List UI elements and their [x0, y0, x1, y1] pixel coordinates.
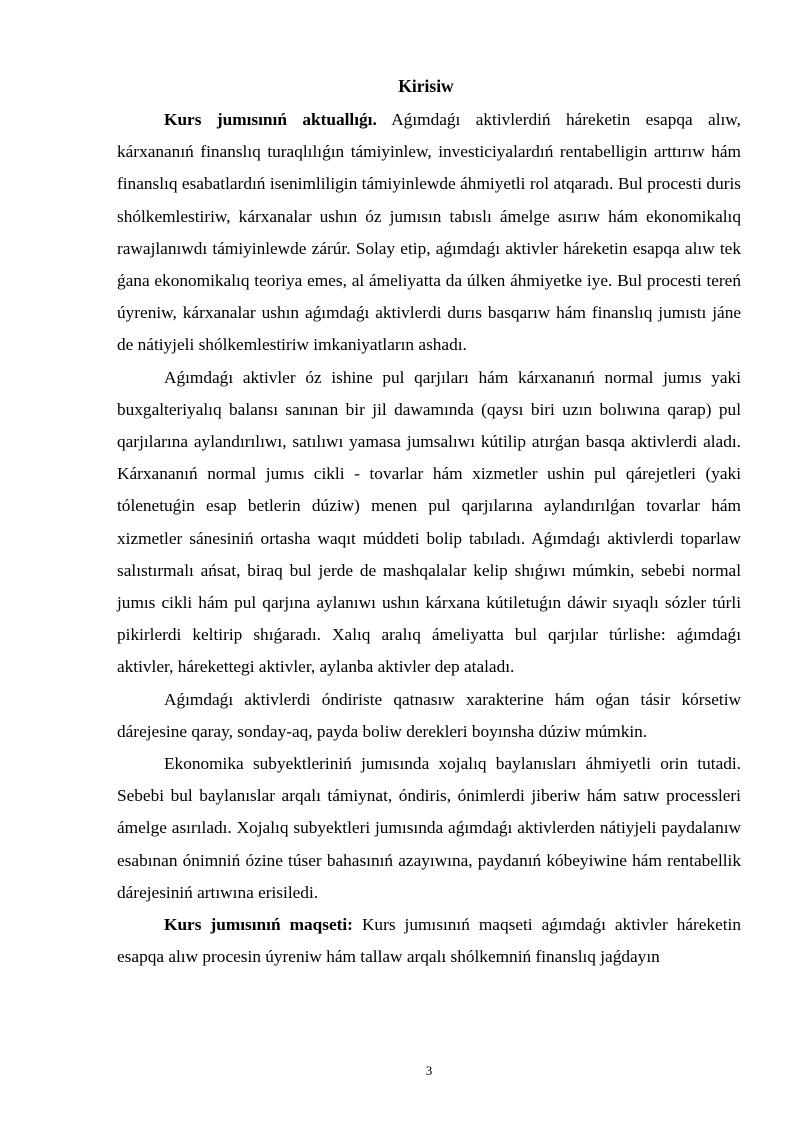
paragraph-lead: Kurs jumısınıń aktuallıǵı.: [164, 110, 377, 129]
paragraph-relevance: [117, 104, 741, 362]
section-heading: Kirisiw: [398, 76, 454, 96]
paragraph-text: Aǵımdaǵı aktivlerdi óndiriste qatnasıw xarakterine hám oǵan tásir kórsetiw dárejesine qaray, sonday-aq, payda boliw derekleri boyınsha dúziw múmkin.: [117, 689, 741, 741]
paragraph-lead: Kurs jumısınıń maqseti:: [164, 915, 353, 935]
paragraph-text: Aǵımdaǵı aktivler óz ishine pul qarjıları hám kárxananıń normal jumıs yaki buxgalteriyalıq balansı sanınan bir jil dawamında (qaysı biri uzın bolıwına qarap) pul qarjılarına aylandırılıwı, satılıwı yamasa jumsalıwı kútilip atırǵan basqa aktivlerdi aladı. Kárxananıń normal jumıs cikli - tovarlar hám xizmetler ushin pul qárejetleri (yaki tólenetuǵin esap betlerin dúziw) menen pul qarjılarına aylandırılǵan tovarlar hám xizmetler sánesiniń ortasha waqıt múddeti bolip tabıladı. Aǵımdaǵı aktivlerdi toparlaw salıstırmalı ańsat, biraq bul jerde de mashqalalar kelip shıǵıwı múmkin, sebebi normal jumıs cikli hám pul qarjına aylanıwı ushın kárxana kútiletuǵın dáwir sıyaqlı sózler túrli pikirlerdi keltirip shıǵaradı. Xalıq aralıq ámeliyatta bul qarjılar túrlishe: aǵımdaǵı aktivler, hárekettegi aktivler, aylanba aktivler dep ataladı.: [117, 367, 741, 677]
page-number: 3: [425, 1063, 433, 1078]
paragraph-grouping: [117, 684, 741, 748]
body-text: [117, 104, 741, 973]
paragraph-text: Aǵımdaǵı aktivlerdiń háreketin esapqa alıw, kárxananıń finanslıq turaqlılıǵın támiyinlew, investiciyalardıń rentabelligin arttırıw hám finanslıq esabatlardıń isenimliligin támiyinlewde áhmiyetli rol atqaradı. Bul procesti duris shólkemlestiriw, kárxanalar ushın óz jumısın tabıslı ámelge asırıw hám ekonomikalıq rawajlanıwdı támiyinlewde zárúr. Solay etip, aǵımdaǵı aktivler háreketin esapqa alıw tek ǵana ekonomikalıq teoriya emes, al ámeliyatta da úlken áhmiyetke iye. Bul procesti tereń úyreniw, kárxanalar ushın aǵımdaǵı aktivlerdi durıs basqarıw hám finanslıq jumıstı jáne de nátiyjeli shólkemlestiriw imkaniyatların ashadı.: [117, 110, 741, 355]
paragraph-text: Ekonomika subyektleriniń jumısında xojalıq baylanısları áhmiyetli orin tutadi. Sebebi bul baylanıslar arqalı támiynat, óndiris, ónimlerdi jiberiw hám satıw processleri ámelge asırıladı. Xojalıq subyektleri jumısında aǵımdaǵı aktivlerden nátiyjeli paydalanıw esabınan ónimniń ózine túser bahasınıń azayıwına, paydanıń kóbeyiwine hám rentabellik dárejesiniń artıwına erisiledi.: [117, 754, 741, 902]
paragraph-goal: [117, 909, 741, 973]
paragraph-text: Kurs jumısınıń maqseti aǵımdaǵı aktivler háreketin esapqa alıw procesin úyreniw hám tallaw arqalı shólkemniń finanslıq jaǵdayın: [117, 915, 741, 967]
paragraph-current-assets: [117, 362, 741, 684]
paragraph-economic-subjects: [117, 748, 741, 909]
